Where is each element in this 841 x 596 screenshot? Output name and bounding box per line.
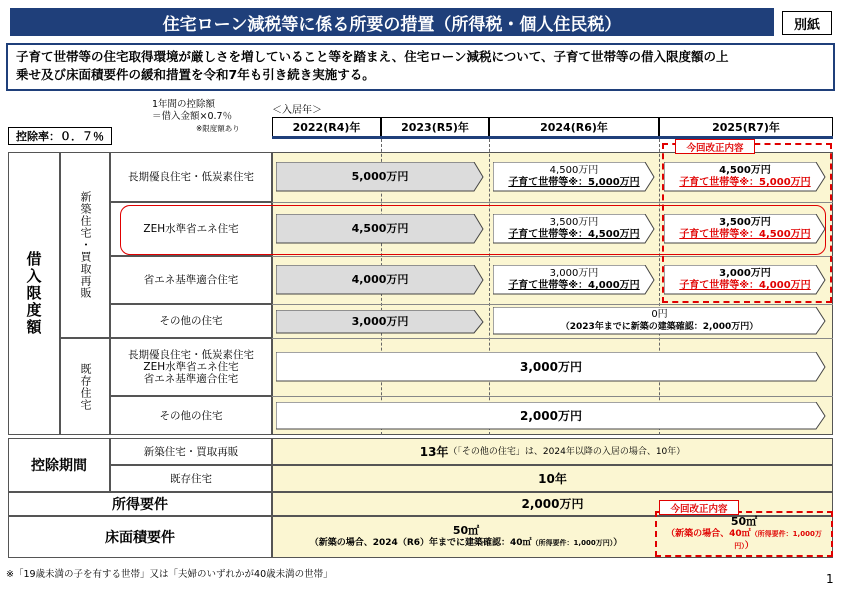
year-2024: 2024(R6)年: [489, 117, 659, 137]
arrow-other-r6: [493, 307, 826, 335]
formula-line-2: ＝借入金額×0.7％: [152, 111, 233, 122]
value-energy-r6-b: 子育て世帯等※：4,000万円: [508, 280, 640, 291]
row-label-longterm: 長期優良住宅・低炭素住宅: [110, 152, 272, 202]
new-housing-cell: [60, 152, 110, 338]
arrow-energy-base: [276, 265, 484, 295]
existing-label-line-1: 長期優良住宅・低炭素住宅: [128, 349, 254, 361]
limit-label: 借入限度額: [24, 251, 43, 336]
arrow-existing-other: [276, 402, 826, 430]
intro-line-1: 子育て世帯等の住宅取得環境が厳しさを増していること等を踏まえ、住宅ローン減税について、子育て世帯等の借入限度額の上: [16, 49, 729, 64]
arrow-energy-r6: [493, 265, 655, 295]
arrow-existing-efficient: [276, 352, 826, 382]
limit-category-cell: [8, 152, 60, 435]
value-energy-base: 4,000万円: [351, 273, 409, 286]
row-label-zeh: ZEH水準省エネ住宅: [110, 202, 272, 256]
floor-r7-note: （新築の場合、40㎡: [666, 529, 751, 539]
existing-label-line-3: 省エネ基準適合住宅: [143, 373, 239, 385]
existing-housing-cell: [60, 338, 110, 435]
arrow-zeh-r6: [493, 214, 655, 244]
value-zeh-r6-a: 3,500万円: [549, 217, 599, 228]
floor-value-cell: [276, 518, 656, 556]
year-2025: 2025(R7)年: [659, 117, 833, 137]
existing-housing-label: 既存住宅: [79, 362, 92, 411]
period-new-value-cell: [272, 438, 833, 465]
row-label-energy: 省エネ基準適合住宅: [110, 256, 272, 304]
period-new-label: 新築住宅・買取再販: [110, 438, 272, 465]
footnote: ※「19歳未満の子を有する世帯」又は「夫婦のいずれかが40歳未満の世帯」: [6, 569, 333, 580]
row-separator: [272, 396, 833, 397]
value-zeh-base: 4,500万円: [351, 222, 409, 235]
revision-tag-floor: 今回改正内容: [659, 500, 739, 515]
income-value: 2,000万円: [272, 492, 833, 516]
floor-note-small: （所得要件：1,000万円）: [531, 539, 614, 547]
floor-r7-end: ）: [744, 541, 754, 551]
intro-line-2: 乗せ及び床面積要件の緩和措置を令和7年も引き続き実施する。: [16, 67, 375, 82]
revision-tag-limits: 今回改正内容: [675, 139, 755, 154]
arrow-longterm-r6: [493, 162, 655, 192]
floor-label: 床面積要件: [8, 516, 272, 558]
year-2022: 2022(R4)年: [272, 117, 381, 137]
income-label: 所得要件: [8, 492, 272, 516]
value-existing-efficient: 3,000万円: [520, 360, 582, 374]
value-zeh-r6-b: 子育て世帯等※：4,500万円: [508, 229, 640, 240]
floor-value: 50㎡: [452, 524, 480, 537]
divider-2024: [489, 139, 490, 435]
floor-r7-small: （所得要件：1,000万円）: [734, 530, 822, 550]
year-2023: 2023(R5)年: [381, 117, 489, 137]
page-title: 住宅ローン減税等に係る所要の措置（所得税・個人住民税）: [10, 8, 774, 36]
arrow-zeh-r7: [664, 214, 826, 244]
period-new-note: （「その他の住宅」は、2024年以降の入居の場合、10年）: [448, 446, 686, 457]
floor-r7-box: [655, 511, 833, 557]
value-longterm-r6-a: 4,500万円: [549, 165, 599, 176]
formula-line-1: 1年間の控除額: [152, 99, 216, 110]
row-separator: [272, 304, 833, 305]
value-other-base: 3,000万円: [351, 315, 409, 328]
period-exist-value: 10年: [272, 465, 833, 492]
row-label-existing-other: その他の住宅: [110, 396, 272, 435]
value-energy-r7-a: 3,000万円: [719, 268, 771, 279]
value-longterm-r7-b: 子育て世帯等※：5,000万円: [679, 177, 811, 188]
value-longterm-base: 5,000万円: [351, 170, 409, 183]
value-zeh-r7-b: 子育て世帯等※：4,500万円: [679, 229, 811, 240]
floor-note: （新築の場合、2024（R6）年までに建築確認：40㎡: [309, 538, 532, 548]
intro-box: [6, 43, 835, 91]
arrow-longterm-base: [276, 162, 484, 192]
deduction-rate: 控除率：０．７％: [8, 127, 112, 145]
value-other-r6-a: 0円: [651, 309, 668, 320]
value-longterm-r7-a: 4,500万円: [719, 165, 771, 176]
value-energy-r7-b: 子育て世帯等※：4,000万円: [679, 280, 811, 291]
arrow-energy-r7: [664, 265, 826, 295]
row-label-other: その他の住宅: [110, 304, 272, 338]
entry-year-label: ＜入居年＞: [272, 105, 322, 116]
value-zeh-r7-a: 3,500万円: [719, 217, 771, 228]
row-separator: [272, 338, 833, 339]
floor-r7-value: 50㎡: [730, 515, 758, 528]
formula-note: ※限度額あり: [196, 124, 240, 133]
floor-note-end: ）: [613, 538, 623, 548]
arrow-longterm-r7: [664, 162, 826, 192]
divider-2025: [659, 139, 660, 435]
period-label: 控除期間: [8, 438, 110, 492]
appendix-badge: 別紙: [782, 11, 832, 35]
period-exist-label: 既存住宅: [110, 465, 272, 492]
value-other-r6-b: （2023年までに新築の建築確認：2,000万円）: [560, 322, 759, 332]
value-longterm-r6-b: 子育て世帯等※：5,000万円: [508, 177, 640, 188]
period-new-value: 13年: [419, 444, 449, 459]
row-label-existing-efficient: [110, 338, 272, 396]
page-number: 1: [826, 572, 834, 586]
new-housing-label: 新築住宅・買取再販: [79, 191, 92, 299]
value-existing-other: 2,000万円: [520, 409, 582, 423]
existing-label-line-2: ZEH水準省エネ住宅: [143, 361, 239, 373]
value-energy-r6-a: 3,000万円: [549, 268, 599, 279]
arrow-other-base: [276, 310, 484, 334]
